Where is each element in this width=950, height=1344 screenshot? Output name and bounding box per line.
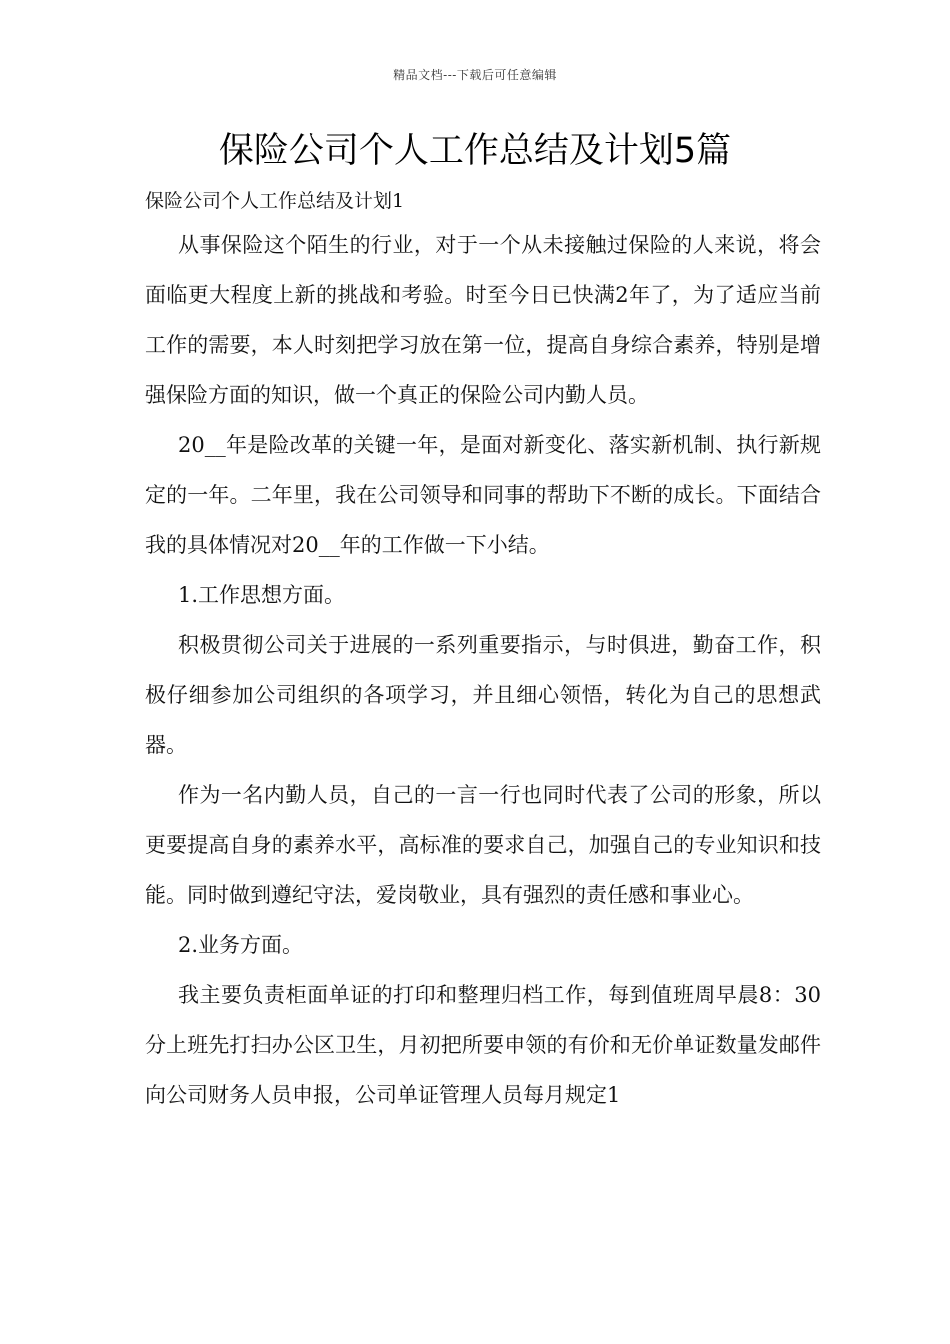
section-heading-work-thinking: 1.工作思想方面。: [178, 583, 346, 607]
document-body: [145, 184, 821, 1120]
paragraph-work-thinking: 积极贯彻公司关于进展的一系列重要指示，与时俱进，勤奋工作，积极仔细参加公司组织的各项学习，并且细心领悟，转化为自己的思想武器。: [145, 633, 821, 757]
paragraph-business: 我主要负责柜面单证的打印和整理归档工作，每到值班周早晨8：30分上班先打扫办公区卫生，月初把所要申领的有价和无价单证数量发邮件向公司财务人员申报，公司单证管理人员每月规定1: [145, 983, 821, 1107]
section-subtitle: 保险公司个人工作总结及计划1: [145, 190, 405, 212]
section-heading-business: 2.业务方面。: [178, 933, 304, 957]
page-header-note: 精品文档---下载后可任意编辑: [393, 68, 557, 82]
paragraph-year-summary: 20__年是险改革的关键一年，是面对新变化、落实新机制、执行新规定的一年。二年里，我在公司领导和同事的帮助下不断的成长。下面结合我的具体情况对20__年的工作做一下小结。: [145, 433, 821, 557]
paragraph-staff-role: 作为一名内勤人员，自己的一言一行也同时代表了公司的形象，所以更要提高自身的素养水平，高标准的要求自己，加强自己的专业知识和技能。同时做到遵纪守法，爱岗敬业，具有强烈的责任感和事业心。: [145, 783, 821, 907]
document-title: 保险公司个人工作总结及计划5篇: [218, 131, 732, 171]
paragraph-intro: 从事保险这个陌生的行业，对于一个从未接触过保险的人来说，将会面临更大程度上新的挑战和考验。时至今日已快满2年了，为了适应当前工作的需要，本人时刻把学习放在第一位，提高自身综合素养，特别是增强保险方面的知识，做一个真正的保险公司内勤人员。: [145, 233, 821, 407]
